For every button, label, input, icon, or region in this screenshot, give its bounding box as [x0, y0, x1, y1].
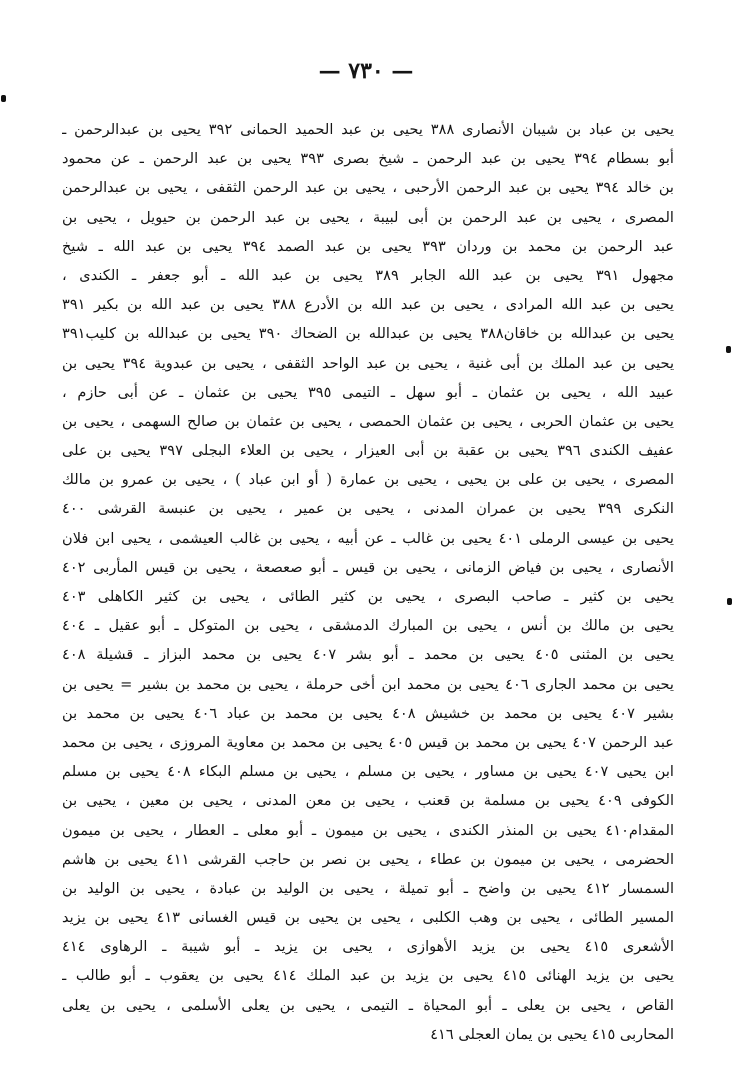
index-line-21: بشير ٤٠٧ يحيى بن محمد بن خشيش ٤٠٨ يحيى بن محمد بن عباد ٤٠٦ يحيى بن محمد بن [62, 704, 674, 722]
index-line-29: الأشعرى ٤١٥ يحيى بن يزيد الأهوازى ، يحيى بن يزيد ـ أبو شيبة ـ الرهاوى ٤١٤ [62, 938, 674, 956]
index-line-16: الأنصارى ، يحيى بن فياض الزمانى ، يحيى بن قيس ـ أبو صعصعة ، يحيى بن قيس المأربى ٤٠٢ [62, 558, 674, 576]
index-line-12: عفيف الكندى ٣٩٦ يحيى بن عقبة بن أبى العيزار ، يحيى بن العلاء البجلى ٣٩٧ يحيى بن على [62, 442, 674, 460]
index-line-17: يحيى بن كثير ـ صاحب البصرى ، يحيى بن كثير الطائى ، يحيى بن كثير الكاهلى ٤٠٣ [62, 588, 674, 605]
index-line-31: القاص ، يحيى بن يعلى ـ أبو المحياة ـ التيمى ، يحيى بن يعلى الأسلمى ، يحيى بن يعلى [62, 996, 674, 1014]
index-line-13: المصرى ، يحيى بن على بن يحيى ، يحيى بن عمارة ( أو ابن عباد ) ، يحيى بن عمرو بن مالك [62, 471, 674, 489]
index-line-6: مجهول ٣٩١ يحيى بن عبد الله الجابر ٣٨٩ يحيى بن عبد الله ـ أبو جعفر ـ الكندى ، [62, 266, 674, 284]
index-line-4: المصرى ، يحيى بن عبد الرحمن بن أبى لبيبة ، يحيى بن عبد الرحمن بن حيويل ، يحيى بن [62, 208, 674, 226]
page-number: — ٧٣٠ — [318, 58, 414, 84]
index-line-25: المقدام٤١٠ يحيى بن المنذر الكندى ، يحيى بن ميمون ـ أبو معلى ـ العطار ، يحيى بن ميمون [62, 821, 674, 839]
index-line-19: يحيى بن المثنى ٤٠٥ يحيى بن محمد ـ أبو بشر ٤٠٧ يحيى بن محمد البزاز ـ قشيلة ٤٠٨ [62, 646, 674, 664]
index-line-2: أبو بسطام ٣٩٤ يحيى بن عبد الرحمن ـ شيخ بصرى ٣٩٣ يحيى بن عبد الرحمن ـ عن محمود [62, 150, 674, 168]
index-line-18: يحيى بن مالك بن أنس ، يحيى بن المبارك الدمشقى ، يحيى بن المتوكل ـ أبو عقيل ـ ٤٠٤ [62, 617, 674, 635]
index-line-9: يحيى بن عبد الملك بن أبى غنية ، يحيى بن عبد الواحد الثقفى ، يحيى بن عبدوية ٣٩٤ يحيى بن [62, 354, 674, 372]
index-line-1: يحيى بن عباد بن شيبان الأنصارى ٣٨٨ يحيى بن عبد الحميد الحمانى ٣٩٢ يحيى بن عبدالرحمن ـ [62, 121, 674, 138]
margin-ink-mark [727, 598, 732, 605]
index-line-14: النكرى ٣٩٩ يحيى بن عمران المدنى ، يحيى بن عمير ، يحيى بن عنبسة القرشى ٤٠٠ [62, 500, 674, 518]
index-line-8: يحيى بن عبدالله بن خاقان٣٨٨ يحيى بن عبدالله بن الضحاك ٣٩٠ يحيى بن عبدالله بن كليب٣٩١ [62, 325, 674, 343]
index-line-22: عبد الرحمن ٤٠٧ يحيى بن محمد بن قيس ٤٠٥ يحيى بن محمد بن معاوية المروزى ، يحيى بن محمد [62, 733, 674, 751]
index-line-7: يحيى بن عبد الله المرادى ، يحيى بن عبد الله بن الأدرع ٣٨٨ يحيى بن عبد الله بن بكير ٣٩١ [62, 296, 674, 314]
index-line-26: الحضرمى ، يحيى بن ميمون بن عطاء ، يحيى بن نصر بن حاجب القرشى ٤١١ يحيى بن هاشم [62, 850, 674, 868]
index-line-30: يحيى بن يزيد الهنائى ٤١٥ يحيى بن يزيد بن عبد الملك ٤١٤ يحيى بن يعقوب ـ أبو طالب ـ [62, 967, 674, 985]
index-line-3: بن خالد ٣٩٤ يحيى بن عبد الرحمن الأرحبى ، يحيى بن عبد الرحمن الثقفى ، يحيى بن عبدالرحمن [62, 179, 674, 197]
index-line-27: السمسار ٤١٢ يحيى بن واضح ـ أبو تميلة ، يحيى بن الوليد بن عبادة ، يحيى بن الوليد بن [62, 879, 674, 897]
index-line-10: عبيد الله ، يحيى بن عثمان ـ أبو سهل ـ التيمى ٣٩٥ يحيى بن عثمان ـ عن أبى حازم ، [62, 383, 674, 401]
index-text-block [62, 115, 674, 1049]
index-line-20: يحيى بن محمد الجارى ٤٠٦ يحيى بن محمد ابن أخى حرملة ، يحيى بن محمد بن بشير = يحيى بن [62, 675, 674, 693]
index-line-15: يحيى بن عيسى الرملى ٤٠١ يحيى بن غالب ـ عن أبيه ، يحيى بن غالب العيشمى ، يحيى ابن فلان [62, 529, 674, 547]
index-line-5: عبد الرحمن بن محمد بن وردان ٣٩٣ يحيى بن عبد الصمد ٣٩٤ يحيى بن عبد الله ـ شيخ [62, 237, 674, 255]
margin-ink-mark [726, 346, 731, 353]
margin-ink-mark [1, 95, 6, 102]
index-line-28: المسير الطائى ، يحيى بن وهب الكلبى ، يحيى بن يحيى بن قيس الغسانى ٤١٣ يحيى بن يزيد [62, 909, 674, 927]
index-line-24: الكوفى ٤٠٩ يحيى بن مسلمة بن قعنب ، يحيى بن معن المدنى ، يحيى بن معين ، يحيى بن [62, 792, 674, 810]
index-line-11: يحيى بن عثمان الحربى ، يحيى بن عثمان الحمصى ، يحيى بن عثمان بن صالح السهمى ، يحيى بن [62, 412, 674, 430]
index-line-32: المحاربى ٤١٥ يحيى بن يمان العجلى ٤١٦ [430, 1025, 674, 1043]
index-line-23: ابن يحيى ٤٠٧ يحيى بن مساور ، يحيى بن مسلم ، يحيى بن مسلم البكاء ٤٠٨ يحيى بن مسلم [62, 763, 674, 781]
